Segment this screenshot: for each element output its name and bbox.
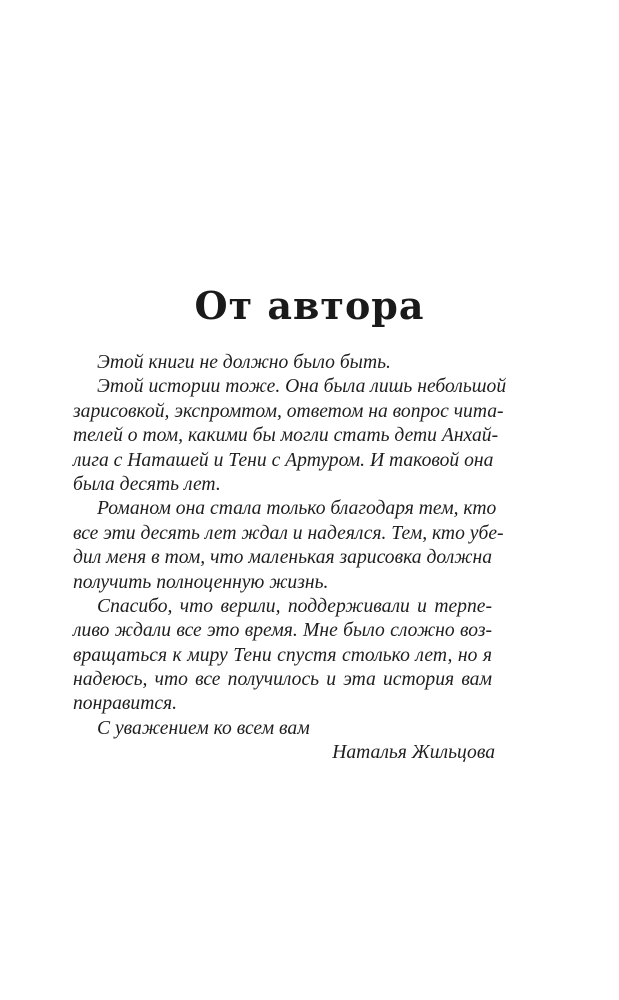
text-line: Этой книги не должно было быть. (97, 352, 391, 373)
author-signature: Наталья Жильцова (332, 742, 495, 764)
text-line: дил меня в том, что маленькая зарисовка должна (73, 547, 492, 569)
author-note-text (73, 351, 507, 766)
text-line: ливо ждали все это время. Мне было сложно воз- (73, 620, 492, 642)
text-line: вращаться к миру Тени спустя столько лет, но я (73, 644, 492, 666)
text-line: была десять лет. (73, 473, 221, 495)
text-line: все эти десять лет ждал и надеялся. Тем, кто убе- (73, 522, 504, 544)
text-line: зарисовкой, экспромтом, ответом на вопрос чита- (73, 400, 504, 422)
text-line: надеюсь, что все получилось и эта история вам (73, 669, 492, 691)
text-line: С уважением ко всем вам (97, 717, 310, 739)
text-line: Спасибо, что верили, поддерживали и терпе- (97, 595, 492, 617)
text-line: понравится. (73, 693, 178, 715)
text-line: лига с Наташей и Тени с Артуром. И таковой она (73, 449, 494, 471)
text-line: получить полноценную жизнь. (73, 571, 329, 593)
chapter-heading: От автора (194, 283, 425, 328)
text-line: Этой истории тоже. Она была лишь небольшой (97, 376, 507, 398)
text-line: Романом она стала только благодаря тем, кто (97, 498, 497, 520)
text-line: телей о том, какими бы могли стать дети Анхай- (73, 425, 499, 447)
